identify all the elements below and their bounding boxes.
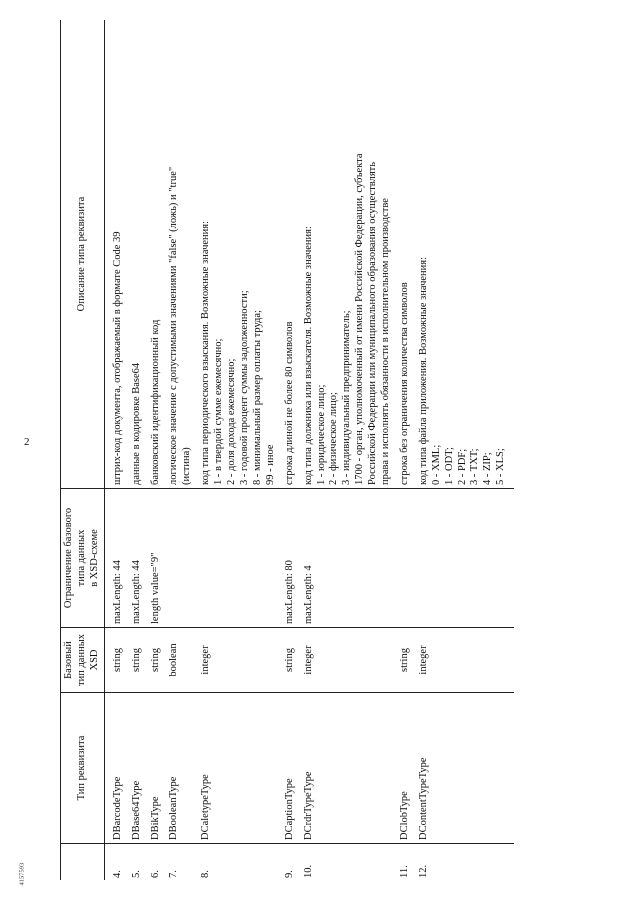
row-number: 5. bbox=[130, 870, 142, 878]
description-line: штрих-код документа, отображаемый в формате Code 39 bbox=[111, 231, 123, 485]
description-line: строка длиной не более 80 символов bbox=[283, 321, 295, 485]
row-type-name: DClobType bbox=[399, 693, 418, 844]
row-restriction: maxLength: 44 bbox=[104, 489, 130, 628]
description-line: 5 - XLS; bbox=[495, 448, 507, 485]
description-line: 99 - иное bbox=[264, 444, 276, 485]
description-line: 8 - минимальный размер оплаты труда; bbox=[251, 310, 263, 485]
description-line: 1 - ODT; bbox=[443, 447, 455, 485]
header-restriction-line: Ограничение базового bbox=[63, 507, 74, 609]
row-description bbox=[150, 20, 169, 489]
header-restriction-line: в XSD-схеме bbox=[88, 529, 100, 587]
table-row bbox=[131, 20, 150, 880]
description-line: 0 - XML; bbox=[430, 444, 442, 485]
header-base-line: XSD bbox=[88, 649, 100, 671]
table-row bbox=[399, 20, 418, 880]
description-line: данные в кодировке Base64 bbox=[130, 362, 142, 485]
description-line: 2 - PDF; bbox=[456, 448, 468, 485]
row-number: 8. bbox=[200, 870, 212, 878]
row-number: 10. bbox=[302, 864, 314, 878]
row-description bbox=[418, 20, 514, 489]
row-restriction: maxLength: 44 bbox=[131, 489, 150, 628]
description-line: код типа периодического взыскания. Возможные значения: bbox=[200, 220, 212, 485]
row-description bbox=[284, 20, 303, 489]
row-base-type: integer bbox=[200, 628, 283, 693]
row-restriction: maxLength: 80 bbox=[284, 489, 303, 628]
description-line: банковский идентификационный код bbox=[149, 319, 161, 485]
description-line: права и исполнять обязанности в исполнительном производстве bbox=[380, 198, 392, 485]
row-type-name: DBikType bbox=[150, 693, 169, 844]
description-line: 1700 - орган, уполномоченный от имени Российской Федерации, субъекта bbox=[354, 153, 366, 485]
row-number: 7. bbox=[168, 870, 180, 878]
header-base-line: Базовый bbox=[63, 641, 74, 679]
description-line: 2 - доля дохода ежемесячно; bbox=[226, 358, 238, 485]
description-line: код типа файла приложения. Возможные значения: bbox=[417, 256, 429, 485]
row-base-type: string bbox=[104, 628, 130, 693]
row-restriction bbox=[399, 489, 418, 628]
description-line: 4 - ZIP; bbox=[482, 452, 494, 485]
row-number: 11. bbox=[398, 865, 410, 878]
description-line: логическое значение с допустимыми значениями "false" (ложь) и "true" bbox=[168, 166, 180, 485]
row-description bbox=[200, 20, 283, 489]
row-base-type: integer bbox=[418, 628, 514, 693]
row-base-type: string bbox=[399, 628, 418, 693]
row-number: 9. bbox=[283, 870, 295, 878]
page-number: 2 bbox=[24, 436, 30, 448]
data-types-table bbox=[60, 20, 514, 880]
row-number: 6. bbox=[149, 870, 161, 878]
row-type-name: DBase64Type bbox=[131, 693, 150, 844]
header-type-name: Тип реквизита bbox=[61, 693, 105, 844]
row-restriction bbox=[200, 489, 283, 628]
row-type-name: DBarcodeType bbox=[104, 693, 130, 844]
row-number: 4. bbox=[111, 870, 123, 878]
description-line: Российской Федерации или муниципального образования осуществлять bbox=[367, 161, 379, 485]
row-type-name: DCaptionType bbox=[284, 693, 303, 844]
row-type-name: DCaletypeType bbox=[200, 693, 283, 844]
document-code: 4157593 bbox=[18, 862, 26, 886]
description-line: 1 - юридическое лицо; bbox=[315, 384, 327, 485]
description-line: 3 - TXT; bbox=[469, 448, 481, 485]
header-description: Описание типа реквизита bbox=[61, 20, 105, 489]
row-description bbox=[168, 20, 200, 489]
row-restriction bbox=[418, 489, 514, 628]
description-line: 1 - в твердой сумме ежемесячно; bbox=[213, 338, 225, 485]
table-row bbox=[303, 20, 399, 880]
row-description bbox=[303, 20, 399, 489]
row-restriction: length value="9" bbox=[150, 489, 169, 628]
row-description bbox=[131, 20, 150, 489]
table-row bbox=[418, 20, 514, 880]
row-type-name: DBooleanType bbox=[168, 693, 200, 844]
rotated-page-content bbox=[60, 20, 605, 880]
description-line: 3 - индивидуальный предприниматель; bbox=[341, 310, 353, 485]
row-restriction bbox=[168, 489, 200, 628]
header-restriction bbox=[61, 489, 105, 628]
description-line: код типа должника или взыскателя. Возможные значения: bbox=[302, 226, 314, 485]
row-description bbox=[399, 20, 418, 489]
header-number-cell bbox=[61, 844, 105, 881]
table-row bbox=[284, 20, 303, 880]
header-base-type bbox=[61, 628, 105, 693]
table-body bbox=[104, 20, 514, 880]
row-restriction: maxLength: 4 bbox=[303, 489, 399, 628]
table-row bbox=[104, 20, 130, 880]
row-base-type: boolean bbox=[168, 628, 200, 693]
description-line: 2 - физическое лицо; bbox=[328, 392, 340, 485]
description-line: 3 - годовой процент суммы задолженности; bbox=[238, 290, 250, 485]
row-type-name: DCrdrTypeType bbox=[303, 693, 399, 844]
row-type-name: DContentTypeType bbox=[418, 693, 514, 844]
table-header-row bbox=[61, 20, 105, 880]
row-description bbox=[104, 20, 130, 489]
row-number: 12. bbox=[417, 864, 429, 878]
row-base-type: string bbox=[131, 628, 150, 693]
row-base-type: string bbox=[150, 628, 169, 693]
row-base-type: string bbox=[284, 628, 303, 693]
row-base-type: integer bbox=[303, 628, 399, 693]
table-row bbox=[200, 20, 283, 880]
table-row bbox=[150, 20, 169, 880]
table-row bbox=[168, 20, 200, 880]
description-line: (истина) bbox=[181, 447, 193, 485]
header-restriction-line: типа данных bbox=[75, 529, 87, 587]
header-base-line: тип данных bbox=[75, 634, 87, 686]
description-line: строка без ограничения количества символов bbox=[398, 282, 410, 485]
